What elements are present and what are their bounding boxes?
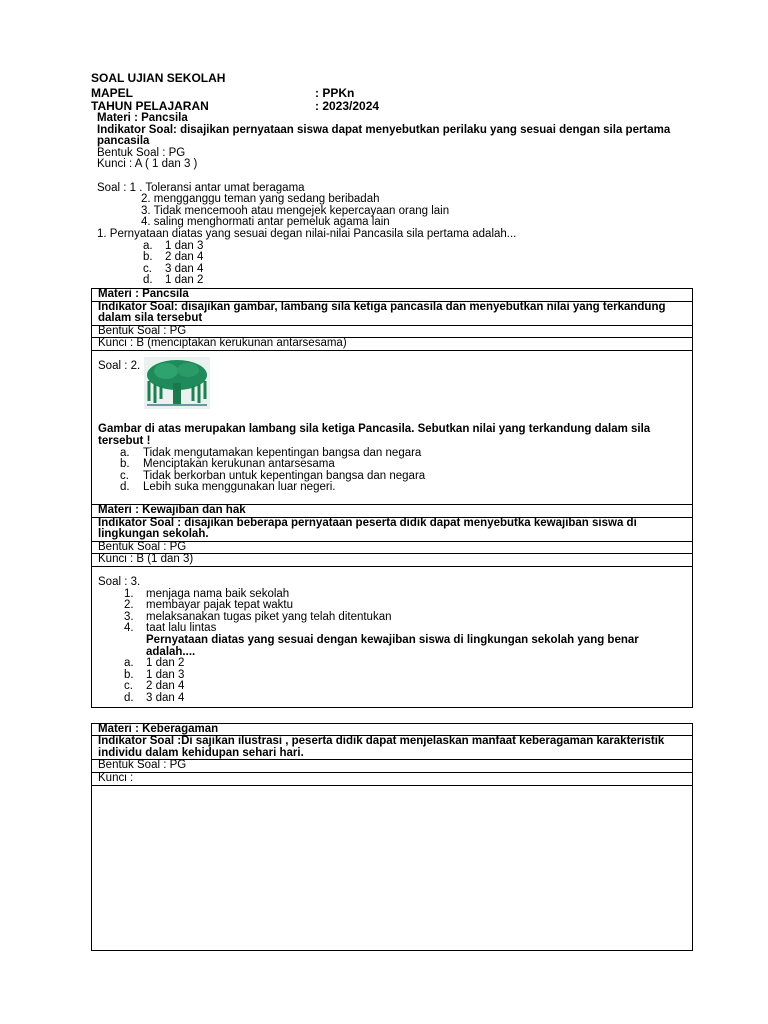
q1-bentuk: Bentuk Soal : PG [97,146,186,159]
question-1-block [91,113,687,229]
tahun-value: : 2023/2024 [315,99,380,113]
q2-soal-cell [92,350,693,504]
q2-question: Gambar di atas merupakan lambang sila ketiga Pancasila. Sebutkan nilai yang terkandung dalam sila tersebut ! [98,423,651,448]
q1-indikator: Indikator Soal: disajikan pernyataan siswa dapat menyebutkan perilaku yang sesuai dengan sila pertama pancasila [97,123,671,148]
q4-kunci: Kunci : [92,772,693,785]
q2-soal-line [98,361,686,409]
q3-options [98,658,686,704]
q3-question: Pernyataan diatas yang sesuai dengan kewajiban siswa di lingkungan sekolah yang benar adalah.... [146,633,639,658]
q3-statement: 1. menjaga nama baik sekolah [124,587,290,600]
q2-option-b: b. Menciptakan kerukunan antarsesama [120,458,335,471]
q1-statement: 2. mengganggu teman yang sedang beribadah [141,193,380,206]
q2-option-c: c. Tidak berkorban untuk kepentingan bangsa dan negara [120,469,426,482]
q3-soal-cell [92,567,693,708]
q2-materi: Materi : Pancsila [92,288,693,301]
q3-option-d: d. 3 dan 4 [124,691,185,704]
q3-statement: 2. membayar pajak tepat waktu [124,599,294,612]
q3-kunci: Kunci : B (1 dan 3) [92,554,693,567]
q3-soal-label: Soal : 3. [98,576,141,588]
q2-bentuk: Bentuk Soal : PG [92,325,693,338]
mapel-label: MAPEL [91,86,133,100]
q3-statement: 3. melaksanakan tugas piket yang telah ditentukan [124,610,392,623]
q1-option-a: a. 1 dan 3 [143,239,204,252]
q3-indikator: Indikator Soal : disajikan beberapa pernyataan peserta didik dapat menyebutka kewajiban siswa di lingkungan sekolah. [92,517,693,541]
page-title: SOAL UJIAN SEKOLAH [91,71,226,85]
mapel-value: : PPKn [315,86,355,100]
q1-statement: 3. Tidak mencemooh atau mengejek kepercayaan orang lain [141,204,450,217]
q1-soal-intro: Soal : 1 . Toleransi antar umat beragama [97,181,305,194]
q3-materi: Materi : Kewajiban dan hak [92,505,693,518]
q3-bentuk: Bentuk Soal : PG [92,541,693,554]
question-2-box [91,288,693,708]
q2-option-a: a. Tidak mengutamakan kepentingan bangsa dan negara [120,446,422,459]
exam-page [91,72,693,951]
q2-indikator: Indikator Soal: disajikan gambar, lambang sila ketiga pancasila dan menyebutkan nilai yang terkandung dalam sila tersebut [92,301,693,325]
q4-bentuk: Bentuk Soal : PG [92,760,693,773]
q1-option-d: d. 1 dan 2 [143,274,204,287]
q1-question: 1. Pernyataan diatas yang sesuai degan nilai-nilai Pancasila sila pertama adalah... [97,227,517,240]
q1-statement: 4. saling menghormati antar pemeluk agama lain [141,216,390,229]
banyan-tree-icon [144,357,210,409]
q3-statement: 4. taat lalu lintas [124,622,217,635]
q2-kunci: Kunci : B (menciptakan kerukunan antarsesama) [92,338,693,351]
q3-option-c: c. 2 dan 4 [124,680,185,693]
question-4-box [91,723,693,951]
q1-option-b: b. 2 dan 4 [143,251,204,264]
q1-option-c: c. 3 dan 4 [143,262,204,275]
q1-materi: Materi : Pancsila [97,112,188,124]
q3-option-a: a. 1 dan 2 [124,657,185,670]
q1-kunci: Kunci : A ( 1 dan 3 ) [97,158,198,171]
q2-options [98,448,686,494]
q2-soal-label: Soal : 2. [98,359,141,372]
q3-option-b: b. 1 dan 3 [124,668,185,681]
tahun-label: TAHUN PELAJARAN [91,99,209,113]
q3-statements [98,589,686,635]
q4-indikator: Indikator Soal :Di sajikan ilustrasi , peserta didik dapat menjelaskan manfaat keberagaman karakteristik individu dalam kehidupan sehari hari. [92,736,693,760]
q4-soal-cell [92,785,693,950]
q2-option-d: d. Lebih suka menggunakan luar negeri. [120,481,336,494]
q4-materi: Materi : Keberagaman [92,723,693,736]
q1-options [91,241,693,287]
